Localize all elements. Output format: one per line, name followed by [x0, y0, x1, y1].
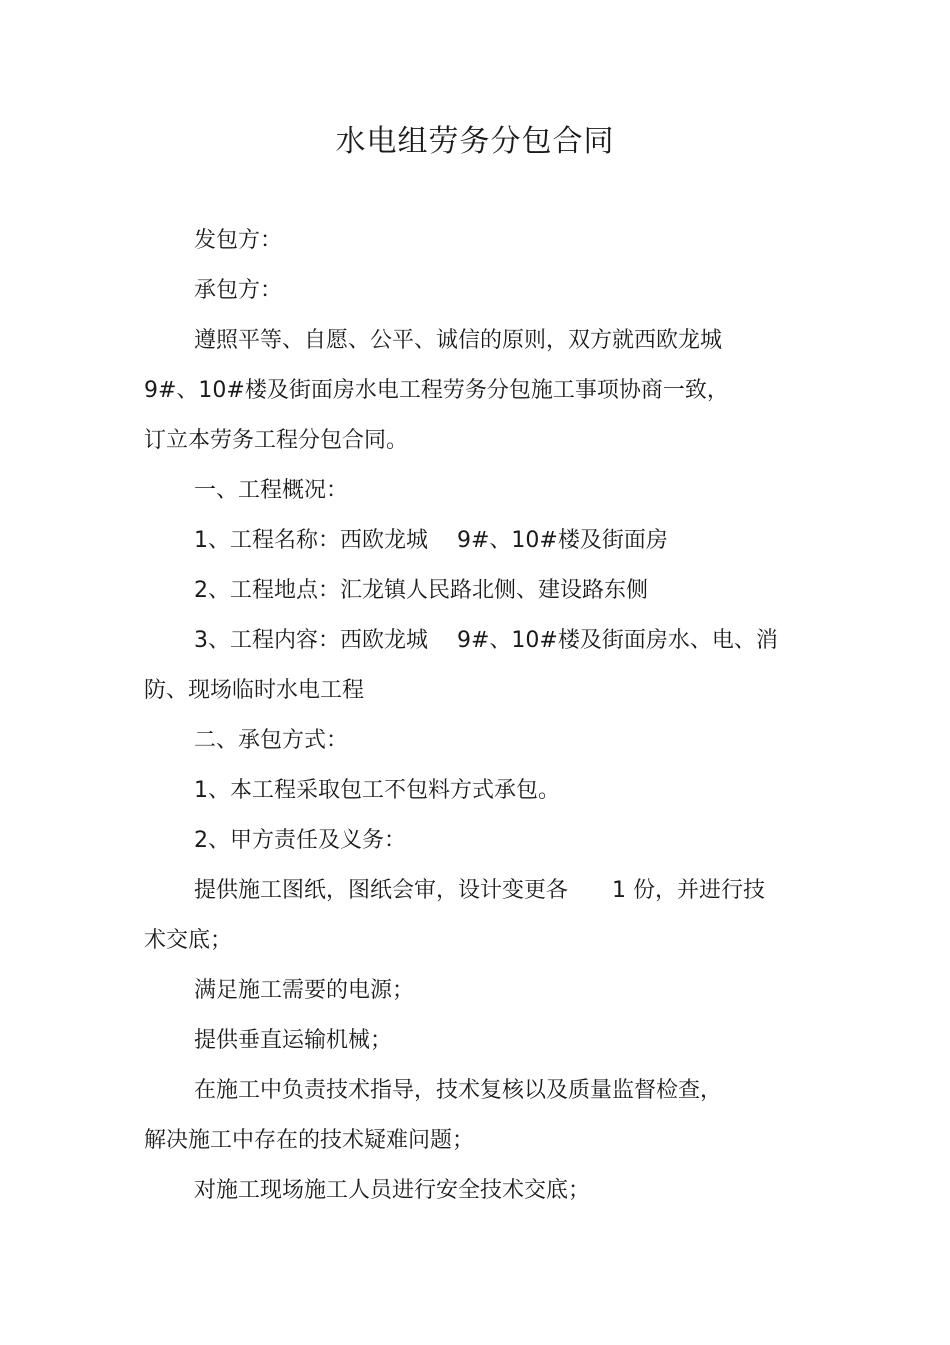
preamble-line-2: 9#、10#楼及街面房水电工程劳务分包施工事项协商一致，	[144, 378, 729, 403]
document-title: 水电组劳务分包合同	[335, 124, 615, 159]
duty-machinery-line: 提供垂直运输机械；	[194, 1028, 393, 1053]
party-b-line: 承包方：	[194, 278, 283, 303]
preamble-line-1: 遵照平等、自愿、公平、诚信的原则，双方就西欧龙城	[194, 328, 723, 353]
section-heading-contract-mode: 二、承包方式：	[194, 728, 349, 753]
duty-guidance-line-2: 解决施工中存在的技术疑难问题；	[144, 1128, 475, 1153]
duty-power-line: 满足施工需要的电源；	[194, 978, 415, 1003]
project-location-line: 2、工程地点：汇龙镇人民路北侧、建设路东侧	[194, 578, 648, 603]
duty-drawings-line-2: 术交底；	[144, 928, 233, 953]
duty-safety-line: 对施工现场施工人员进行安全技术交底；	[194, 1178, 591, 1203]
contract-mode-item-1: 1、本工程采取包工不包料方式承包。	[194, 778, 560, 803]
party-a-line: 发包方：	[194, 228, 283, 253]
preamble-line-3: 订立本劳务工程分包合同。	[144, 428, 409, 453]
project-content-line-1: 3、工程内容：西欧龙城 9#、10#楼及街面房水、电、消	[194, 628, 778, 653]
section-heading-overview: 一、工程概况：	[194, 478, 349, 503]
project-content-line-2: 防、现场临时水电工程	[144, 678, 365, 703]
project-name-line: 1、工程名称：西欧龙城 9#、10#楼及街面房	[194, 528, 668, 553]
duty-guidance-line-1: 在施工中负责技术指导，技术复核以及质量监督检查，	[194, 1078, 723, 1103]
duty-drawings-line-1: 提供施工图纸，图纸会审，设计变更各 1 份，并进行技	[194, 878, 765, 903]
contract-mode-item-2: 2、甲方责任及义务：	[194, 828, 406, 853]
